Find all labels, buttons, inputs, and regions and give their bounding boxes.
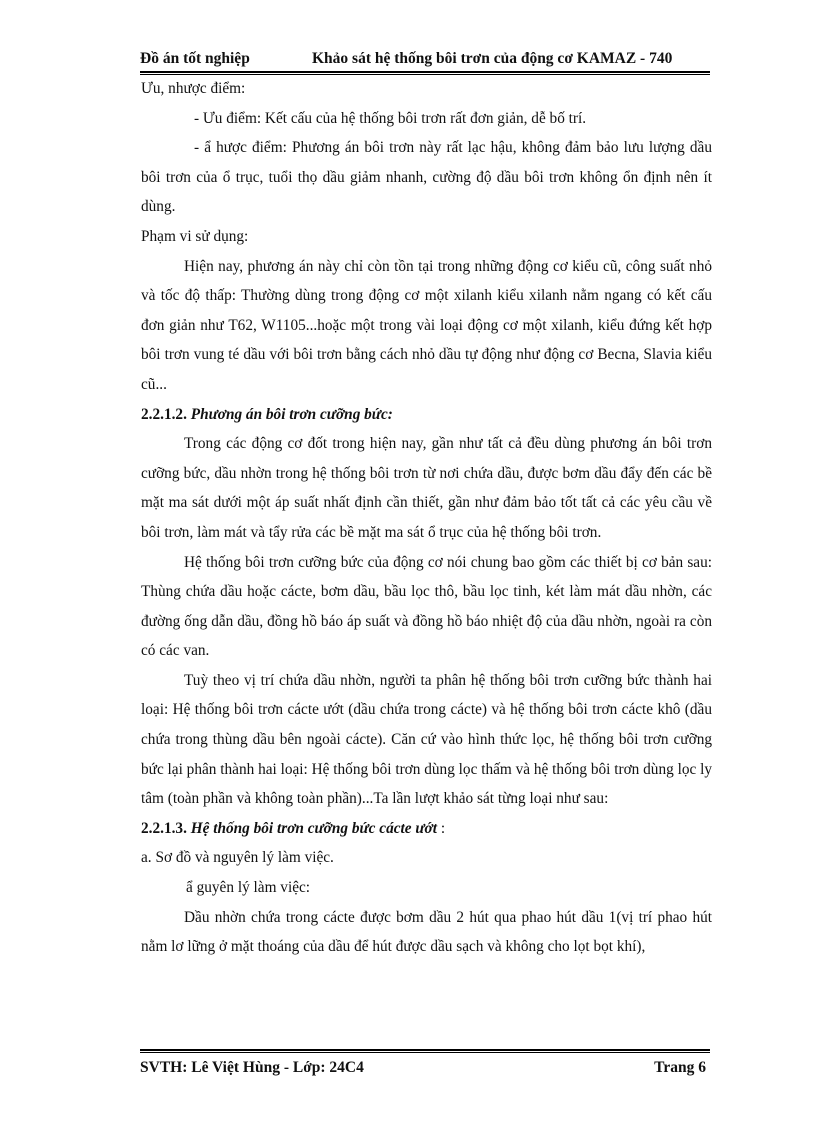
scope-label: Phạm vi sử dụng: [141,227,249,245]
section-heading-2212 [141,400,712,430]
header-rule [140,71,710,73]
footer-rule [140,1049,710,1051]
section-heading-2213 [141,814,712,844]
scope-paragraph: Hiện nay, phương án này chỉ còn tồn tại trong những động cơ kiểu cũ, công suất nhỏ và tốc độ thấp: Thường dùng trong động cơ một xilanh kiểu xilanh nằm ngang có kết cấu đơn giản như T62, W1105...hoặc một trong vài loại động cơ một xilanh, kiểu đứng kết hợp bôi trơn vung té dầu với bôi trơn bằng cách nhỏ dầu tự động như động cơ Becna, Slavia kiểu cũ... [141,257,712,393]
section-title: Hệ thống bôi trơn cưỡng bức cácte ướt [190,819,438,837]
header-document-title: Khảo sát hệ thống bôi trơn của động cơ KAMAZ - 740 [312,50,673,67]
section-title: Phương án bôi trơn cưỡng bức: [190,405,393,423]
page-body [141,74,712,962]
paragraph: Dầu nhờn chứa trong cácte được bơm dầu 2 hút qua phao hút dầu 1(vị trí phao hút nằm lơ lững ở mặt thoáng của dầu để hút được dầu sạch và không cho lọt bọt khí), [141,908,712,956]
page-number: Trang 6 [654,1059,706,1076]
disadvantage-item: - ẩ hược điểm: Phương án bôi trơn này rất lạc hậu, không đảm bảo lưu lượng dầu bôi trơn của ổ trục, tuổi thọ dầu giảm nhanh, cường độ dầu bôi trơn không ổn định nên ít dùng. [141,139,712,216]
footer-rule-thin [140,1052,710,1053]
section-number: 2.2.1.2. [141,405,191,423]
paragraph: Tuỳ theo vị trí chứa dầu nhờn, người ta phân hệ thống bôi trơn cưỡng bức thành hai loại: Hệ thống bôi trơn cácte ướt (dầu chứa trong cácte) và hệ thống bôi trơn cácte khô (dầu chứa trong thùng dầu bên ngoài cácte). Căn cứ vào hình thức lọc, hệ thống bôi trơn cưỡng bức lại phân thành hai loại: Hệ thống bôi trơn dùng lọc thấm và hệ thống bôi trơn dùng lọc ly tâm (toàn phần và không toàn phần)...Ta lần lượt khảo sát từng loại như sau: [141,671,712,808]
pros-cons-label: Ưu, nhược điểm: [141,80,246,97]
section-title-tail: : [437,819,446,837]
principle-label: ẩ guyên lý làm việc: [186,879,311,897]
subsection-a: a. Sơ đồ và nguyên lý làm việc. [141,849,334,867]
footer-author: SVTH: Lê Việt Hùng - Lớp: 24C4 [140,1059,364,1076]
section-number: 2.2.1.3. [141,819,191,837]
paragraph: Trong các động cơ đốt trong hiện nay, gần như tất cả đều dùng phương án bôi trơn cưỡng bức, dầu nhờn trong hệ thống bôi trơn từ nơi chứa dầu, được bơm dầu đẩy đến các bề mặt ma sát dưới một áp suất nhất định cần thiết, gần như đảm bảo tốt tất cả các yêu cầu về bôi trơn, làm mát và tẩy rửa các bề mặt ma sát ổ trục của hệ thống bôi trơn. [141,435,712,541]
advantage-item: - Ưu điểm: Kết cấu của hệ thống bôi trơn rất đơn giản, dễ bố trí. [194,109,587,127]
header-thesis-label: Đồ án tốt nghiệp [140,50,250,67]
paragraph: Hệ thống bôi trơn cưỡng bức của động cơ nói chung bao gồm các thiết bị cơ bản sau: Thùng chứa dầu hoặc cácte, bơm dầu, bầu lọc thô, bầu lọc tinh, két làm mát dầu nhờn, các đường ống dẫn dầu, đồng hồ báo áp suất và đồng hồ báo nhiệt độ của dầu nhờn, ngoài ra còn có các van. [141,553,712,660]
